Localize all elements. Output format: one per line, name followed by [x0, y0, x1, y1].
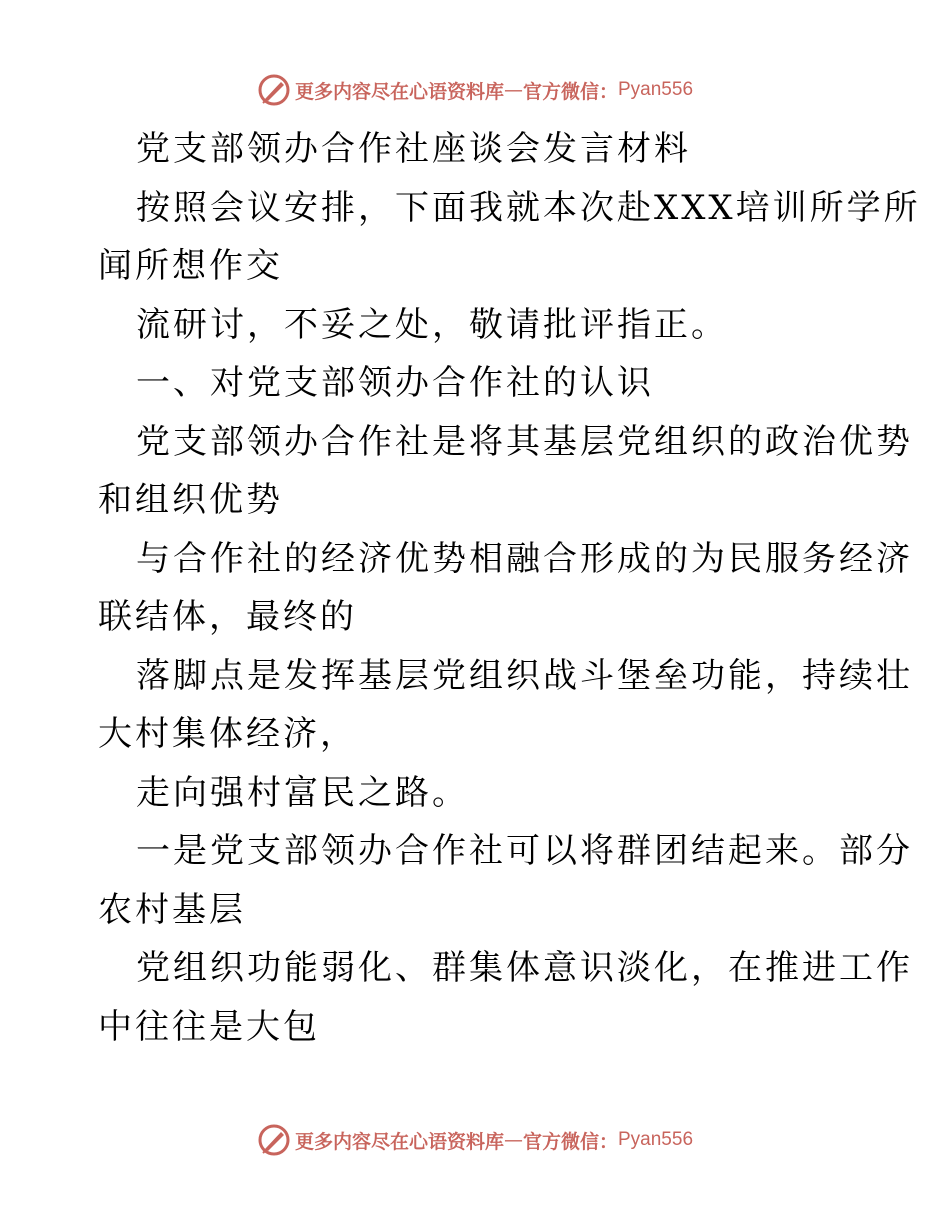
banner-contact-id: Pyan556 [618, 79, 694, 100]
paragraph-line: 一是党支部领办合作社可以将群团结起来。部分 [136, 831, 913, 871]
footer-watermark-banner [0, 1120, 950, 1160]
banner-contact-label: 官方微信： [522, 80, 618, 103]
red-quill-logo-icon [257, 1123, 291, 1157]
paragraph-line: 按照会议安排，下面我就本次赴XXX培训所学所 [136, 187, 921, 228]
banner-separator: — [503, 79, 523, 101]
banner-separator: — [503, 1129, 523, 1151]
banner-contact-id: Pyan556 [618, 1129, 694, 1150]
document-body [98, 120, 921, 1056]
document-title: 党支部领办合作社座谈会发言材料 [136, 129, 691, 169]
paragraph-line: 与合作社的经济优势相融合形成的为民服务经济 [136, 538, 913, 579]
paragraph-line: 落脚点是发挥基层党组织战斗堡垒功能，持续壮 [136, 655, 913, 696]
banner-promo-text: 更多内容尽在心语资料库 [294, 1130, 504, 1153]
paragraph-line: 闻所想作交 [98, 246, 283, 286]
paragraph-line: 大村集体经济， [98, 714, 357, 754]
paragraph-line: 联结体，最终的 [98, 597, 357, 637]
banner-contact-label: 官方微信： [522, 1130, 618, 1153]
section-heading: 一、对党支部领办合作社的认识 [136, 363, 654, 403]
paragraph-line: 和组织优势 [98, 480, 283, 520]
paragraph-line: 党组织功能弱化、群集体意识淡化，在推进工作 [136, 948, 913, 988]
header-watermark-banner [0, 70, 950, 110]
paragraph-line: 走向强村富民之路。 [136, 772, 469, 813]
paragraph-line: 中往往是大包 [98, 1006, 320, 1047]
red-quill-logo-icon [257, 73, 291, 107]
paragraph-line: 党支部领办合作社是将其基层党组织的政治优势 [136, 421, 913, 462]
paragraph-line: 农村基层 [98, 889, 246, 930]
banner-promo-text: 更多内容尽在心语资料库 [294, 80, 504, 103]
paragraph-line: 流研讨，不妥之处，敬请批评指正。 [136, 304, 728, 345]
